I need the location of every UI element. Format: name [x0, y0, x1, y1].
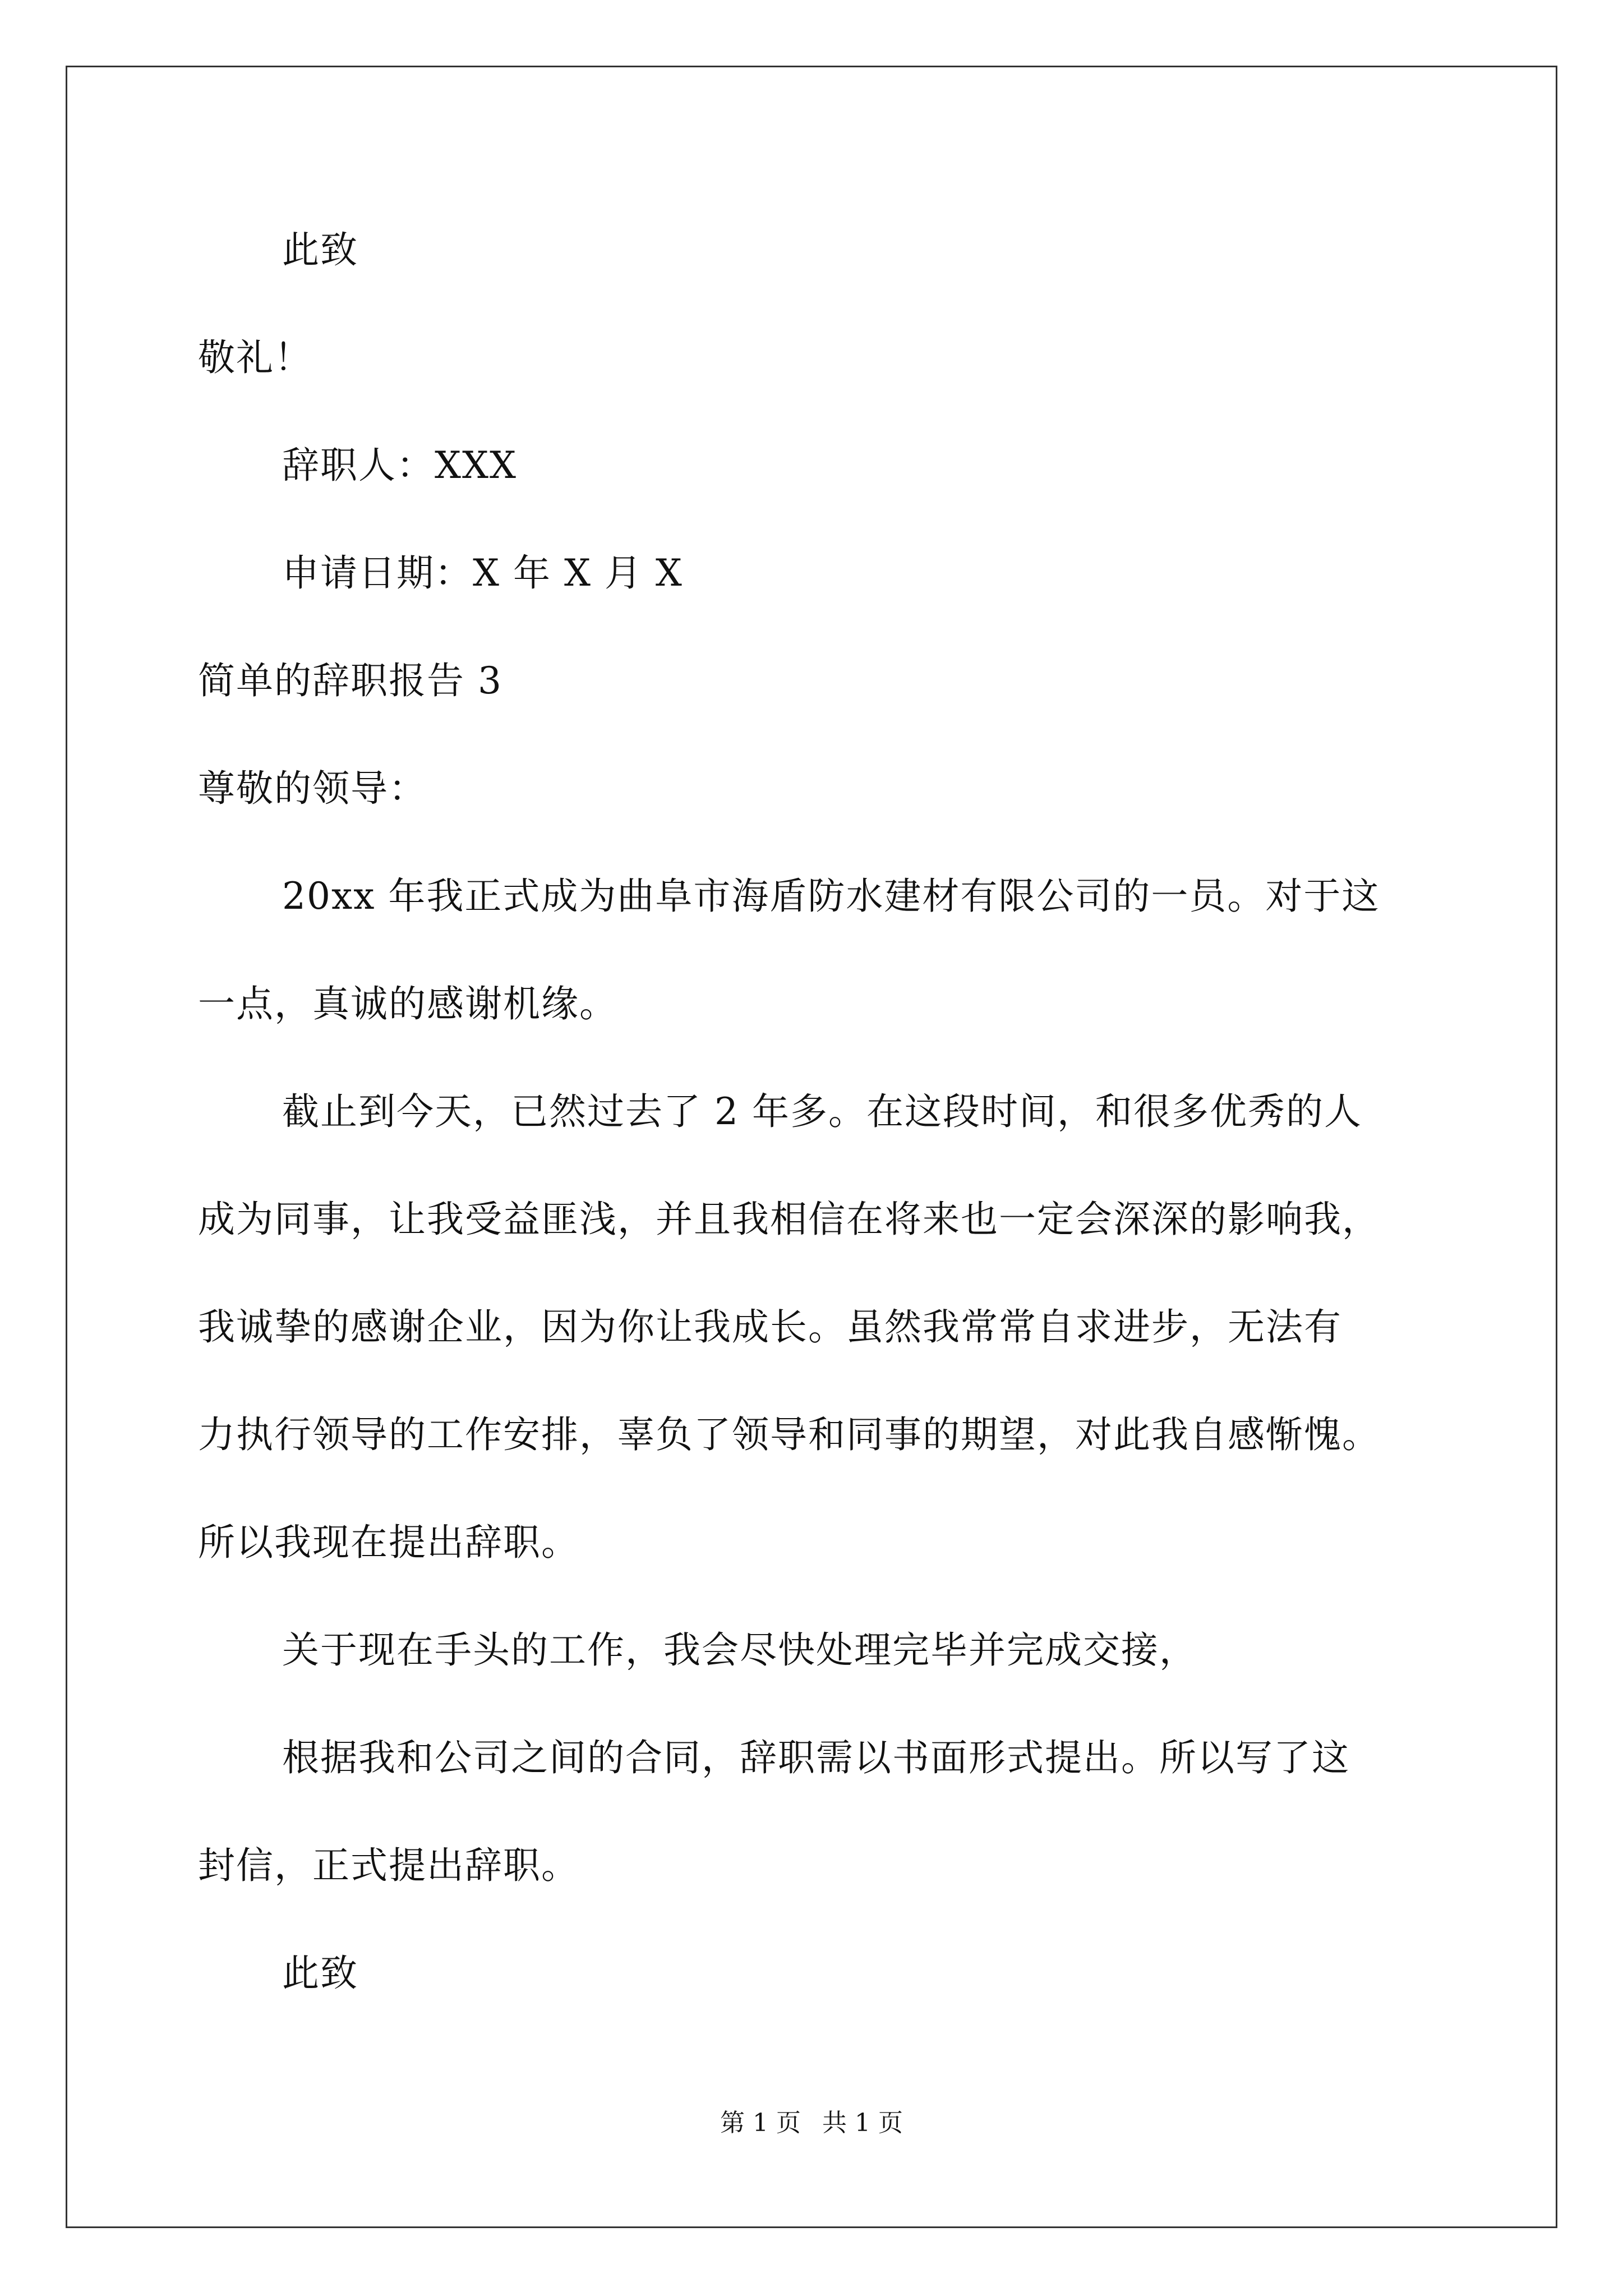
closing-respect: 敬礼！ — [198, 336, 312, 379]
paragraph-4-line-1: 根据我和公司之间的合同，辞职需以书面形式提出。所以写了这 — [282, 1736, 1350, 1779]
page-total: 共 1 页 — [822, 2109, 903, 2137]
paragraph-4-line-2: 封信，正式提出辞职。 — [198, 1844, 579, 1887]
closing-salutation-2: 此致 — [282, 1952, 358, 1995]
paragraph-3-line-1: 关于现在手头的工作，我会尽快处理完毕并完成交接， — [282, 1628, 1197, 1672]
page-current: 第 1 页 — [720, 2109, 801, 2137]
page-border — [66, 66, 1557, 2228]
paragraph-1-line-2: 一点，真诚的感谢机缘。 — [198, 982, 617, 1025]
application-date-line: 申请日期：X 年 X 月 X — [282, 551, 683, 595]
greeting: 尊敬的领导： — [198, 767, 427, 810]
resigner-line: 辞职人：XXX — [282, 444, 517, 487]
section-title: 简单的辞职报告 3 — [198, 659, 502, 702]
paragraph-2-line-2: 成为同事，让我受益匪浅，并且我相信在将来也一定会深深的影响我， — [198, 1198, 1380, 1241]
paragraph-2-line-5: 所以我现在提出辞职。 — [198, 1521, 579, 1564]
closing-salutation: 此致 — [282, 228, 358, 272]
page-footer — [0, 2106, 1623, 2140]
paragraph-2-line-4: 力执行领导的工作安排，辜负了领导和同事的期望，对此我自感惭愧。 — [198, 1413, 1380, 1456]
paragraph-2-line-3: 我诚挚的感谢企业，因为你让我成长。虽然我常常自求进步，无法有 — [198, 1305, 1342, 1349]
paragraph-1-line-1: 20xx 年我正式成为曲阜市海盾防水建材有限公司的一员。对于这 — [282, 875, 1380, 918]
paragraph-2-line-1: 截止到今天，已然过去了 2 年多。在这段时间，和很多优秀的人 — [282, 1090, 1362, 1133]
